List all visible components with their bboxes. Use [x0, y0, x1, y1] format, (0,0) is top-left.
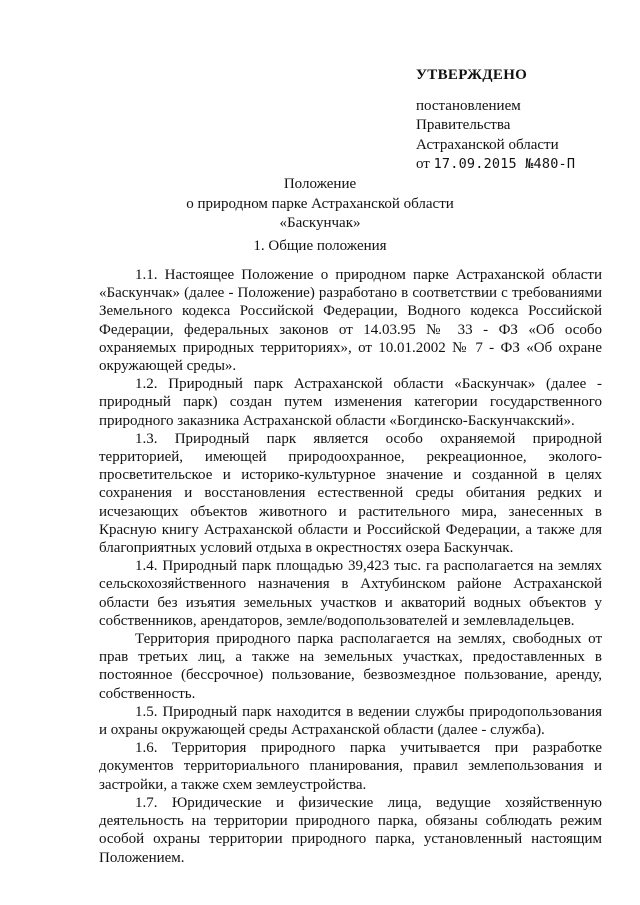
- paragraph-1-3: 1.3. Природный парк является особо охраняемой природной территорией, имеющей природоохранное, рекреационное, эколого-просветительское и историко-культурное значение и созданной в целях сохранения и восстановления естественной среды обитания редких и исчезающих объектов животного и растительного мира, занесенных в Красную книгу Астраханской области и Российской Федерации, а также для благоприятных условий отдыха в окрестностях озера Баскунчак.: [99, 430, 602, 557]
- document-body: [99, 266, 602, 867]
- approval-date-prefix: от: [416, 156, 430, 172]
- approval-line-2: Правительства: [416, 117, 511, 133]
- paragraph-1-6: 1.6. Территория природного парка учитывается при разработке документов территориального планирования, правил землепользования и застройки, а также схем землеустройства.: [99, 740, 602, 793]
- approval-date-number: 17.09.2015 №480-П: [433, 156, 576, 172]
- paragraph-1-4: 1.4. Природный парк площадью 39,423 тыс. га располагается на землях сельскохозяйственного назначения в Ахтубинском районе Астраханской области без изъятия земельных участков и акваторий водных объектов у собственников, арендаторов, земле/водопользователей и землевладельцев.: [99, 558, 602, 629]
- paragraph-1-5: 1.5. Природный парк находится в ведении службы природопользования и охраны окружающей среды Астраханской области (далее - служба).: [99, 703, 602, 739]
- paragraph-1-7: 1.7. Юридические и физические лица, ведущие хозяйственную деятельность на территории природного парка, обязаны соблюдать режим особой охраны территории природного парка, установленный настоящим Положением.: [99, 794, 602, 866]
- approval-title: УТВЕРЖДЕНО: [416, 67, 528, 83]
- paragraph-1-2: 1.2. Природный парк Астраханской области «Баскунчак» (далее - природный парк) создан путем изменения категории государственного природного заказника Астраханской области «Богдинско-Баскунчакский».: [99, 376, 602, 429]
- document-title-line-2: о природном парке Астраханской области: [186, 195, 454, 212]
- approval-line-3: Астраханской области: [416, 136, 559, 153]
- document-title-line-1: Положение: [283, 176, 357, 192]
- section-heading: 1. Общие положения: [253, 238, 387, 254]
- document-title: [150, 175, 490, 234]
- approval-date-line: [416, 155, 626, 175]
- paragraph-1-1: 1.1. Настоящее Положение о природном парке Астраханской области «Баскунчак» (далее - Положение) разработано в соответствии с требованиями Земельного кодекса Российской Федерации, Водного кодекса Российской Федерации, федеральных законов от 14.03.95 № 33 - ФЗ «Об особо охраняемых природных территориях», от 10.01.2002 № 7 - ФЗ «Об охране окружающей среды».: [99, 267, 602, 375]
- paragraph-1-4-territory: Территория природного парка располагается на землях, свободных от прав третьих лиц, а также на земельных участках, предоставленных в постоянное (бессрочное) пользование, безвозмездное пользование, аренду, собственность.: [99, 631, 602, 702]
- document-title-line-3: «Баскунчак»: [279, 215, 361, 231]
- approval-line-1: постановлением: [416, 97, 521, 114]
- approval-block: [416, 66, 626, 175]
